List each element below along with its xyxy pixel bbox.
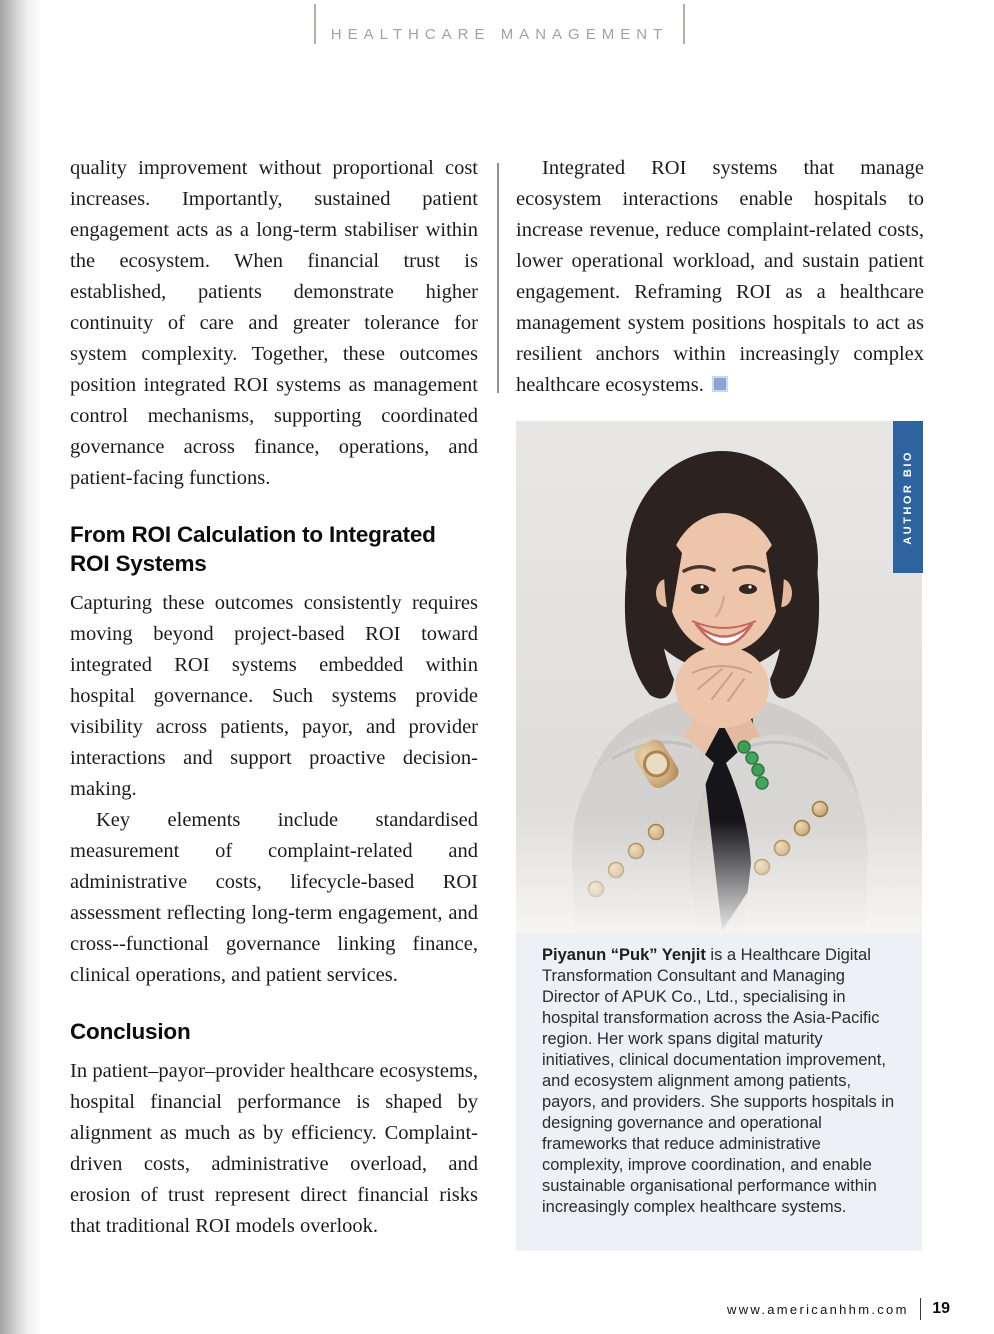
page-header (314, 0, 685, 50)
page-spine-gradient (0, 0, 42, 1334)
paragraph: In patient–payor–provider healthcare ecosystems, hospital financial performance is shaped by alignment as much as by efficiency. Complaint-driven costs, administrative overload, and erosion of trust represent direct financial risks that traditional ROI models overlook. (70, 1060, 478, 1237)
section-heading: From ROI Calculation to Integrated ROI Systems (70, 522, 436, 576)
page-footer (727, 1296, 950, 1322)
paragraph-text: Integrated ROI systems that manage ecosystem interactions enable hospitals to increase revenue, reduce complaint-related costs, lower operational workload, and sustain patient engagement. Reframing ROI as a healthcare management system positions hospitals to act as resilient anchors within increasingly complex healthcare ecosystems. (516, 157, 924, 396)
page-number: 19 (932, 1300, 950, 1317)
paragraph: quality improvement without proportional cost increases. Importantly, sustained patient engagement acts as a long-term stabiliser within the ecosystem. When financial trust is established, patients demonstrate higher continuity of care and greater tolerance for system complexity. Together, these outcomes position integrated ROI systems as management control mechanisms, supporting coordinated governance across finance, operations, and patient-facing functions. (70, 157, 478, 489)
right-column (516, 153, 924, 401)
left-column (70, 153, 478, 1242)
paragraph (516, 153, 924, 401)
footer-divider (920, 1298, 922, 1320)
eye (739, 584, 757, 594)
end-of-article-marker (712, 376, 728, 392)
paragraph: Key elements include standardised measurement of complaint-related and administrative costs, lifecycle-based ROI assessment reflecting long-term engagement, and cross--functional governance linking finance, clinical operations, and patient services. (70, 809, 478, 986)
paragraph: Capturing these outcomes consistently requires moving beyond project-based ROI toward integrated ROI systems embedded within hospital governance. Such systems provide visibility across patients, payor, and provider interactions and support proactive decision-making. (70, 592, 478, 800)
author-bio-box (516, 421, 922, 1251)
author-bio-tab-label: AUTHOR BIO (902, 449, 914, 545)
author-photo (516, 421, 922, 933)
author-bio-text (542, 945, 898, 1218)
face (667, 513, 781, 653)
column-divider (497, 163, 499, 393)
author-bio-tab (893, 421, 923, 573)
section-heading: Conclusion (70, 1019, 191, 1044)
eye (691, 584, 709, 594)
section-kicker: HEALTHCARE MANAGEMENT (330, 26, 669, 43)
header-rule-right (683, 4, 685, 44)
author-name: Piyanun “Puk” Yenjit (542, 946, 706, 964)
website-url: www.americanhhm.com (727, 1301, 909, 1317)
author-bio-body: is a Healthcare Digital Transformation Consultant and Managing Director of APUK Co., Ltd., specialising in hospital transformation across the Asia-Pacific region. Her work spans digital maturity initiatives, clinical documentation improvement, and ecosystem alignment among patients, payors, and providers. She supports hospitals in designing governance and operational frameworks that reduce administrative complexity, improve coordination, and enable sustainable organisational performance within increasingly complex healthcare systems. (542, 946, 895, 1216)
